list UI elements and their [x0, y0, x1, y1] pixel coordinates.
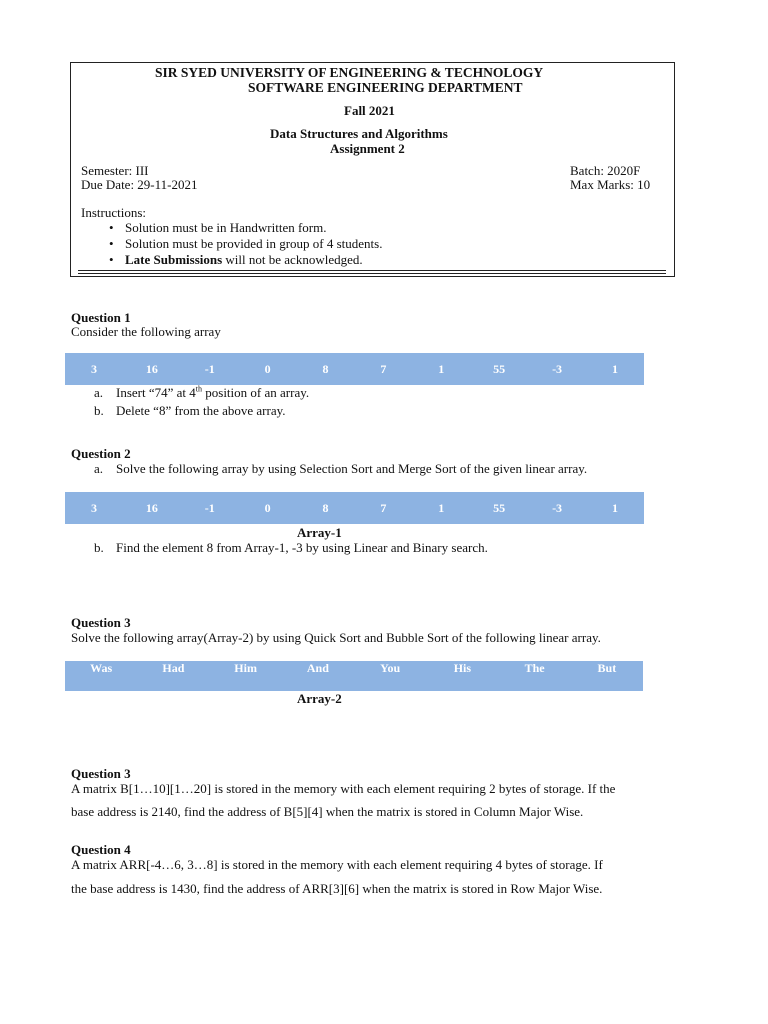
question-2b — [94, 540, 488, 556]
array-cell: 16 — [145, 362, 158, 376]
university-name: SIR SYED UNIVERSITY OF ENGINEERING & TECHNOLOGY — [155, 65, 544, 80]
array-cell: Him — [234, 661, 257, 675]
question-1b-text: Delete “8” from the above array. — [116, 403, 286, 418]
term: Fall 2021 — [344, 103, 395, 118]
array-cell: 3 — [90, 501, 97, 515]
array-cell: 55 — [493, 501, 506, 515]
question-1b — [94, 403, 286, 419]
instructions-list — [79, 220, 382, 268]
question-1a-text: Insert “74” at 4 — [116, 385, 196, 400]
question-2b-text: Find the element 8 from Array-1, -3 by using Linear and Binary search. — [116, 540, 488, 555]
array-cell: 0 — [264, 501, 271, 515]
array-cell: -3 — [552, 501, 563, 515]
array-cell: 1 — [438, 501, 445, 515]
array-cell: 1 — [611, 501, 618, 515]
question-2a-text: Solve the following array by using Selection Sort and Merge Sort of the given linear array. — [116, 461, 588, 476]
item-label: b. — [94, 403, 104, 418]
divider — [78, 270, 666, 271]
max-marks: Max Marks: 10 — [570, 177, 651, 192]
array-cell: 16 — [145, 501, 158, 515]
array-cell: 7 — [380, 362, 387, 376]
array-cell: 8 — [322, 362, 329, 376]
late-submissions-label: Late Submissions — [125, 252, 223, 267]
array-1-caption: Array-1 — [297, 525, 342, 540]
department-name: SOFTWARE ENGINEERING DEPARTMENT — [248, 80, 523, 95]
assignment-title: Assignment 2 — [330, 141, 405, 156]
question-1a-text-end: position of an array. — [202, 385, 310, 400]
item-label: b. — [94, 540, 104, 555]
semester: Semester: III — [81, 163, 149, 178]
question-3-title: Question 3 — [71, 615, 131, 630]
question-1-title: Question 1 — [71, 310, 131, 325]
course-title: Data Structures and Algorithms — [270, 126, 448, 141]
instruction-item-late — [79, 252, 382, 268]
instructions-label: Instructions: — [81, 205, 146, 220]
array-table-q3 — [65, 661, 643, 691]
array-cell: -1 — [204, 362, 215, 376]
late-submissions-text: will not be acknowledged. — [222, 252, 363, 267]
array-cell: -3 — [552, 362, 563, 376]
array-cell: 0 — [264, 362, 271, 376]
question-1a — [94, 385, 309, 401]
question-3b-title: Question 3 — [71, 766, 131, 781]
divider — [78, 273, 666, 274]
question-4-line-1: A matrix ARR[-4…6, 3…8] is stored in the memory with each element requiring 4 bytes of storage. If — [71, 857, 603, 872]
array-cell: And — [306, 661, 329, 675]
array-cell: But — [597, 661, 617, 675]
question-4-line-2: the base address is 1430, find the address of ARR[3][6] when the matrix is stored in Row Major Wise. — [71, 881, 603, 896]
array-cell: 3 — [90, 362, 97, 376]
array-cell: Was — [90, 661, 113, 675]
batch: Batch: 2020F — [570, 163, 641, 178]
array-cell: 8 — [322, 501, 329, 515]
question-3b-line-2: base address is 2140, find the address of B[5][4] when the matrix is stored in Column Major Wise. — [71, 804, 584, 819]
question-3-prompt: Solve the following array(Array-2) by using Quick Sort and Bubble Sort of the following linear array. — [71, 630, 601, 645]
question-3b-line-1: A matrix B[1…10][1…20] is stored in the memory with each element requiring 2 bytes of storage. If the — [71, 781, 616, 796]
instruction-item: • Solution must be in Handwritten form. — [79, 220, 382, 236]
due-date: Due Date: 29-11-2021 — [81, 177, 198, 192]
question-2a — [94, 461, 587, 477]
array-cell: Had — [162, 661, 185, 675]
array-table-q2 — [65, 492, 644, 524]
item-label: a. — [94, 385, 104, 400]
array-cell: 7 — [380, 501, 387, 515]
question-1-prompt: Consider the following array — [71, 324, 221, 339]
array-cell: 55 — [493, 362, 506, 376]
question-4-title: Question 4 — [71, 842, 131, 857]
question-2-title: Question 2 — [71, 446, 131, 461]
item-label: a. — [94, 461, 104, 476]
array-cell: 1 — [438, 362, 445, 376]
array-table-q1 — [65, 353, 644, 385]
array-cell: -1 — [204, 501, 215, 515]
superscript: th — [195, 384, 203, 394]
instruction-item: • Solution must be provided in group of 4 students. — [79, 236, 382, 252]
array-2-caption: Array-2 — [297, 691, 342, 706]
array-cell: The — [524, 661, 545, 675]
array-cell: 1 — [611, 362, 618, 376]
array-cell: You — [380, 661, 401, 675]
array-cell: His — [453, 661, 472, 675]
